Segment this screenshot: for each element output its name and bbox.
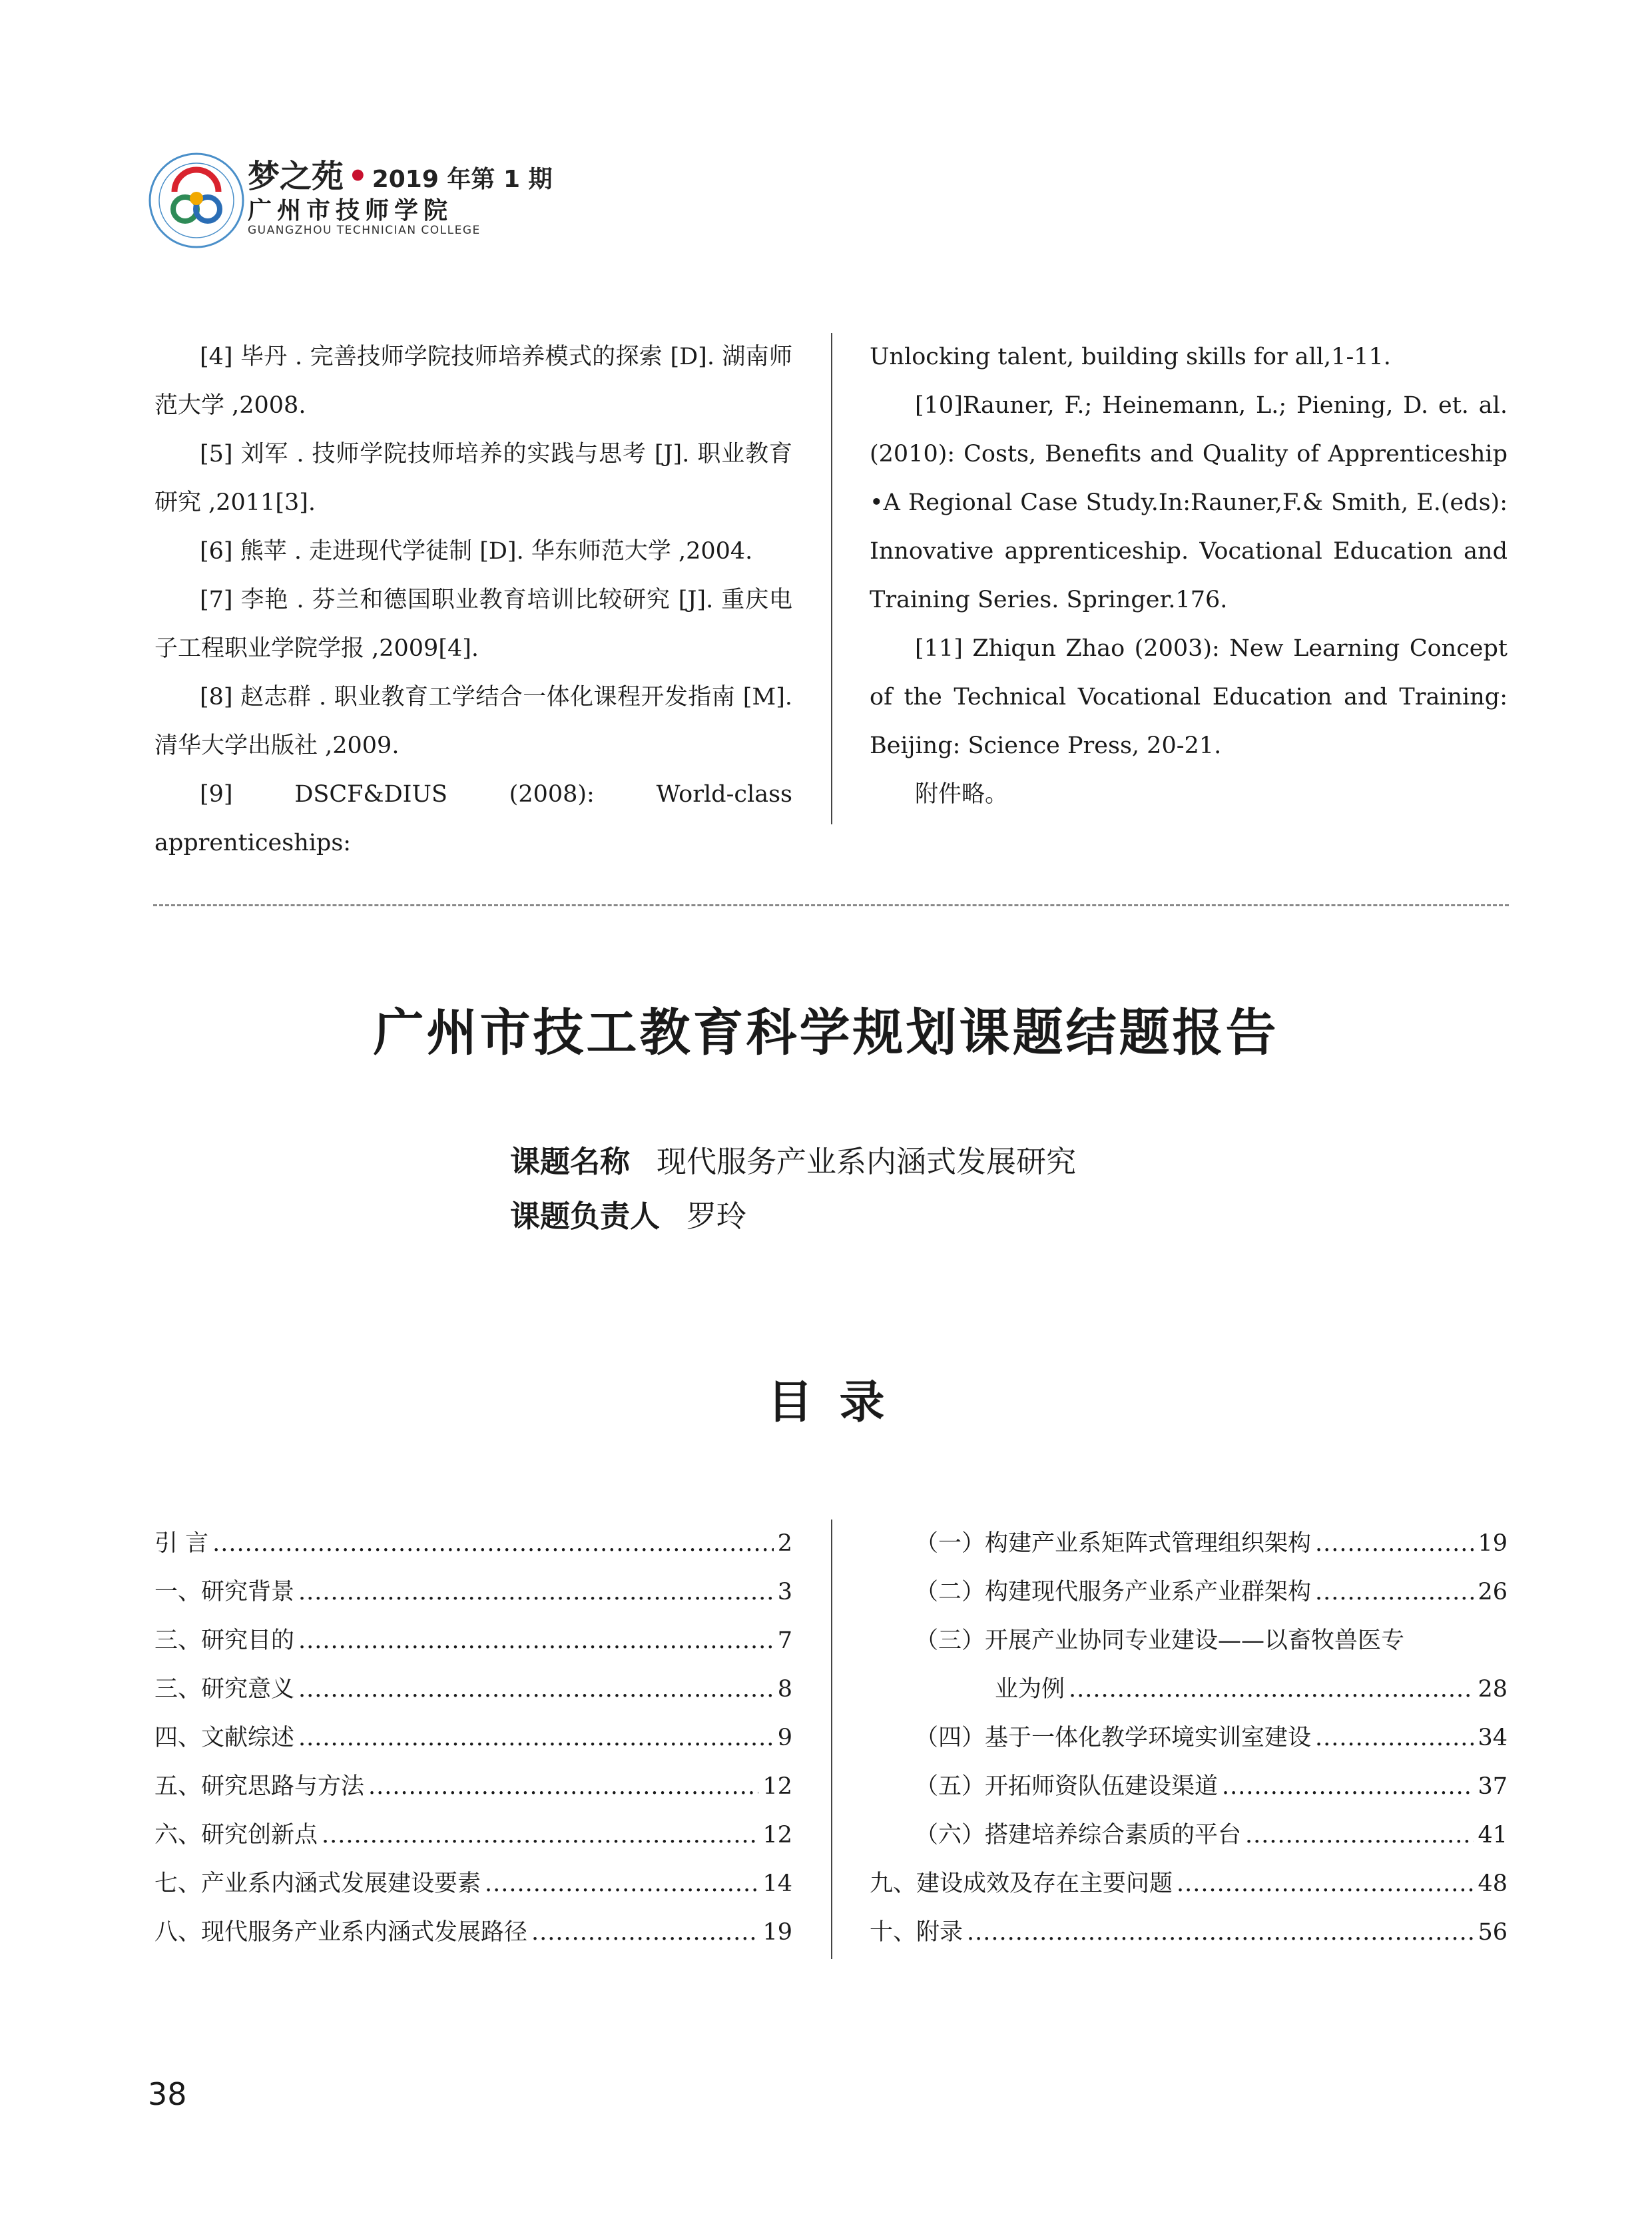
references-right-column <box>870 333 1508 819</box>
toc-item-text: 业为例 <box>995 1676 1065 1703</box>
toc-item-page: 14 <box>762 1870 792 1897</box>
reference-item: [10]Rauner, F.; Heinemann, L.; Piening, D. et. al. (2010): Costs, Benefits and Quality of Apprenticeship •A Regional Case Study.In:Rauner,F.& Smith, E.(eds): Innovative apprenticeship. Vocational Education and Training Series. Springer.176. <box>870 392 1508 613</box>
toc-item-page: 34 <box>1478 1725 1508 1751</box>
toc-item <box>870 1908 1508 1957</box>
report-title: 广州市技工教育科学规划课题结题报告 <box>373 1003 1279 1062</box>
toc-item-page: 2 <box>777 1530 792 1557</box>
toc-item-page: 56 <box>1478 1919 1508 1946</box>
journal-header <box>248 150 553 196</box>
toc-item <box>870 1860 1508 1908</box>
toc-leader-dots <box>967 1908 1474 1957</box>
toc-title: 目录 <box>767 1376 912 1429</box>
toc-leader-dots <box>485 1860 758 1908</box>
toc-item <box>154 1763 792 1811</box>
topic-line <box>510 1137 1076 1181</box>
toc-item-text: 七、产业系内涵式发展建设要素 <box>154 1870 481 1897</box>
toc-item <box>154 1714 792 1763</box>
topic-label: 课题名称 <box>510 1144 631 1179</box>
toc-leader-dots <box>1315 1520 1474 1568</box>
toc-leader-dots <box>1222 1763 1474 1811</box>
toc-item-text: 五、研究思路与方法 <box>154 1773 365 1800</box>
reference-item: [6] 熊苹 . 走进现代学徒制 [D]. 华东师范大学 ,2004. <box>200 538 753 565</box>
toc-item-text: （四）基于一体化教学环境实训室建设 <box>915 1725 1312 1751</box>
toc-item <box>870 1763 1508 1811</box>
reference-item: [4] 毕丹 . 完善技师学院技师培养模式的探索 [D]. 湖南师范大学 ,2008. <box>154 344 792 419</box>
reference-item: [9] DSCF&DIUS (2008): World-class apprenticeships: <box>154 781 792 856</box>
leader-label: 课题负责人 <box>510 1199 661 1234</box>
toc-item <box>154 1665 792 1714</box>
toc-leader-dots <box>1315 1714 1474 1763</box>
toc-column-divider <box>831 1520 832 1959</box>
toc-item-page: 12 <box>762 1822 792 1848</box>
journal-name: 梦之苑 <box>248 158 344 195</box>
toc-item-page: 7 <box>777 1627 792 1654</box>
header-dot: • <box>348 158 368 195</box>
toc-item-text: （一）构建产业系矩阵式管理组织架构 <box>915 1530 1312 1557</box>
toc-item-text: 三、研究目的 <box>154 1627 295 1654</box>
toc-item <box>154 1860 792 1908</box>
toc-item-page: 26 <box>1478 1579 1508 1605</box>
toc-item-text: 六、研究创新点 <box>154 1822 318 1848</box>
references-left-column <box>154 333 792 868</box>
college-name-en: GUANGZHOU TECHNICIAN COLLEGE <box>248 224 481 237</box>
toc-item-text: （六）搭建培养综合素质的平台 <box>915 1822 1242 1848</box>
toc-leader-dots <box>1315 1568 1474 1617</box>
reference-item: Unlocking talent, building skills for all,1-11. <box>870 344 1391 370</box>
reference-item: [7] 李艳 . 芬兰和德国职业教育培训比较研究 [J]. 重庆电子工程职业学院学报 ,2009[4]. <box>154 587 792 662</box>
toc-item-text: （五）开拓师资队伍建设渠道 <box>915 1773 1219 1800</box>
toc-item <box>154 1520 792 1568</box>
toc-item-page: 12 <box>762 1773 792 1800</box>
reference-item: [8] 赵志群 . 职业教育工学结合一体化课程开发指南 [M]. 清华大学出版社 ,2009. <box>154 684 792 759</box>
toc-item <box>154 1568 792 1617</box>
toc-item <box>154 1617 792 1665</box>
toc-item-text: 三、研究意义 <box>154 1676 295 1703</box>
toc-item <box>870 1811 1508 1860</box>
toc-item-text: （二）构建现代服务产业系产业群架构 <box>915 1579 1312 1605</box>
toc-item-page: 9 <box>777 1725 792 1751</box>
toc-leader-dots <box>298 1714 774 1763</box>
toc-item-text: 一、研究背景 <box>154 1579 295 1605</box>
toc-item-page: 19 <box>1478 1530 1508 1557</box>
section-divider <box>153 904 1509 906</box>
toc-item-page: 19 <box>762 1919 792 1946</box>
toc-item-continuation <box>870 1665 1508 1714</box>
toc-item-text: （三）开展产业协同专业建设——以畜牧兽医专 <box>915 1627 1405 1654</box>
leader-line <box>510 1192 746 1235</box>
toc-leader-dots <box>322 1811 758 1860</box>
toc-leader-dots <box>1177 1860 1474 1908</box>
toc-left-column <box>154 1520 792 1957</box>
attachment-note: 附件略。 <box>915 781 1009 808</box>
toc-leader-dots <box>298 1665 774 1714</box>
page-number: 38 <box>148 2076 187 2112</box>
leader-value: 罗玲 <box>687 1199 747 1234</box>
journal-issue: 2019 年第 1 期 <box>372 166 553 193</box>
toc-item-text: 九、建设成效及存在主要问题 <box>870 1870 1173 1897</box>
college-logo <box>148 152 245 249</box>
toc-item <box>870 1568 1508 1617</box>
toc-leader-dots <box>298 1617 774 1665</box>
reference-item: [11] Zhiqun Zhao (2003): New Learning Concept of the Technical Vocational Education and Training: Beijing: Science Press, 20-21. <box>870 635 1508 759</box>
toc-item-page: 41 <box>1478 1822 1508 1848</box>
column-divider <box>831 333 832 824</box>
toc-leader-dots <box>1069 1665 1474 1714</box>
toc-item-text: 八、现代服务产业系内涵式发展路径 <box>154 1919 528 1946</box>
toc-item-text: 十、附录 <box>870 1919 964 1946</box>
toc-leader-dots <box>1245 1811 1474 1860</box>
toc-item-text: 引 言 <box>154 1530 209 1557</box>
reference-item: [5] 刘军 . 技师学院技师培养的实践与思考 [J]. 职业教育研究 ,2011[3]. <box>154 441 792 516</box>
toc-leader-dots <box>212 1520 774 1568</box>
toc-leader-dots <box>298 1568 774 1617</box>
toc-leader-dots <box>531 1908 758 1957</box>
toc-item <box>870 1617 1508 1665</box>
toc-item <box>154 1811 792 1860</box>
topic-value: 现代服务产业系内涵式发展研究 <box>657 1144 1077 1179</box>
toc-item-page: 48 <box>1478 1870 1508 1897</box>
toc-item <box>154 1908 792 1957</box>
toc-item <box>870 1714 1508 1763</box>
toc-right-column <box>870 1520 1508 1957</box>
toc-item-page: 28 <box>1478 1676 1508 1703</box>
toc-item-text: 四、文献综述 <box>154 1725 295 1751</box>
toc-item-page: 8 <box>777 1676 792 1703</box>
toc-item <box>870 1520 1508 1568</box>
toc-item-page: 3 <box>777 1579 792 1605</box>
toc-leader-dots <box>368 1763 758 1811</box>
toc-item-page: 37 <box>1478 1773 1508 1800</box>
college-name-cn: 广州市技师学院 <box>248 197 453 224</box>
